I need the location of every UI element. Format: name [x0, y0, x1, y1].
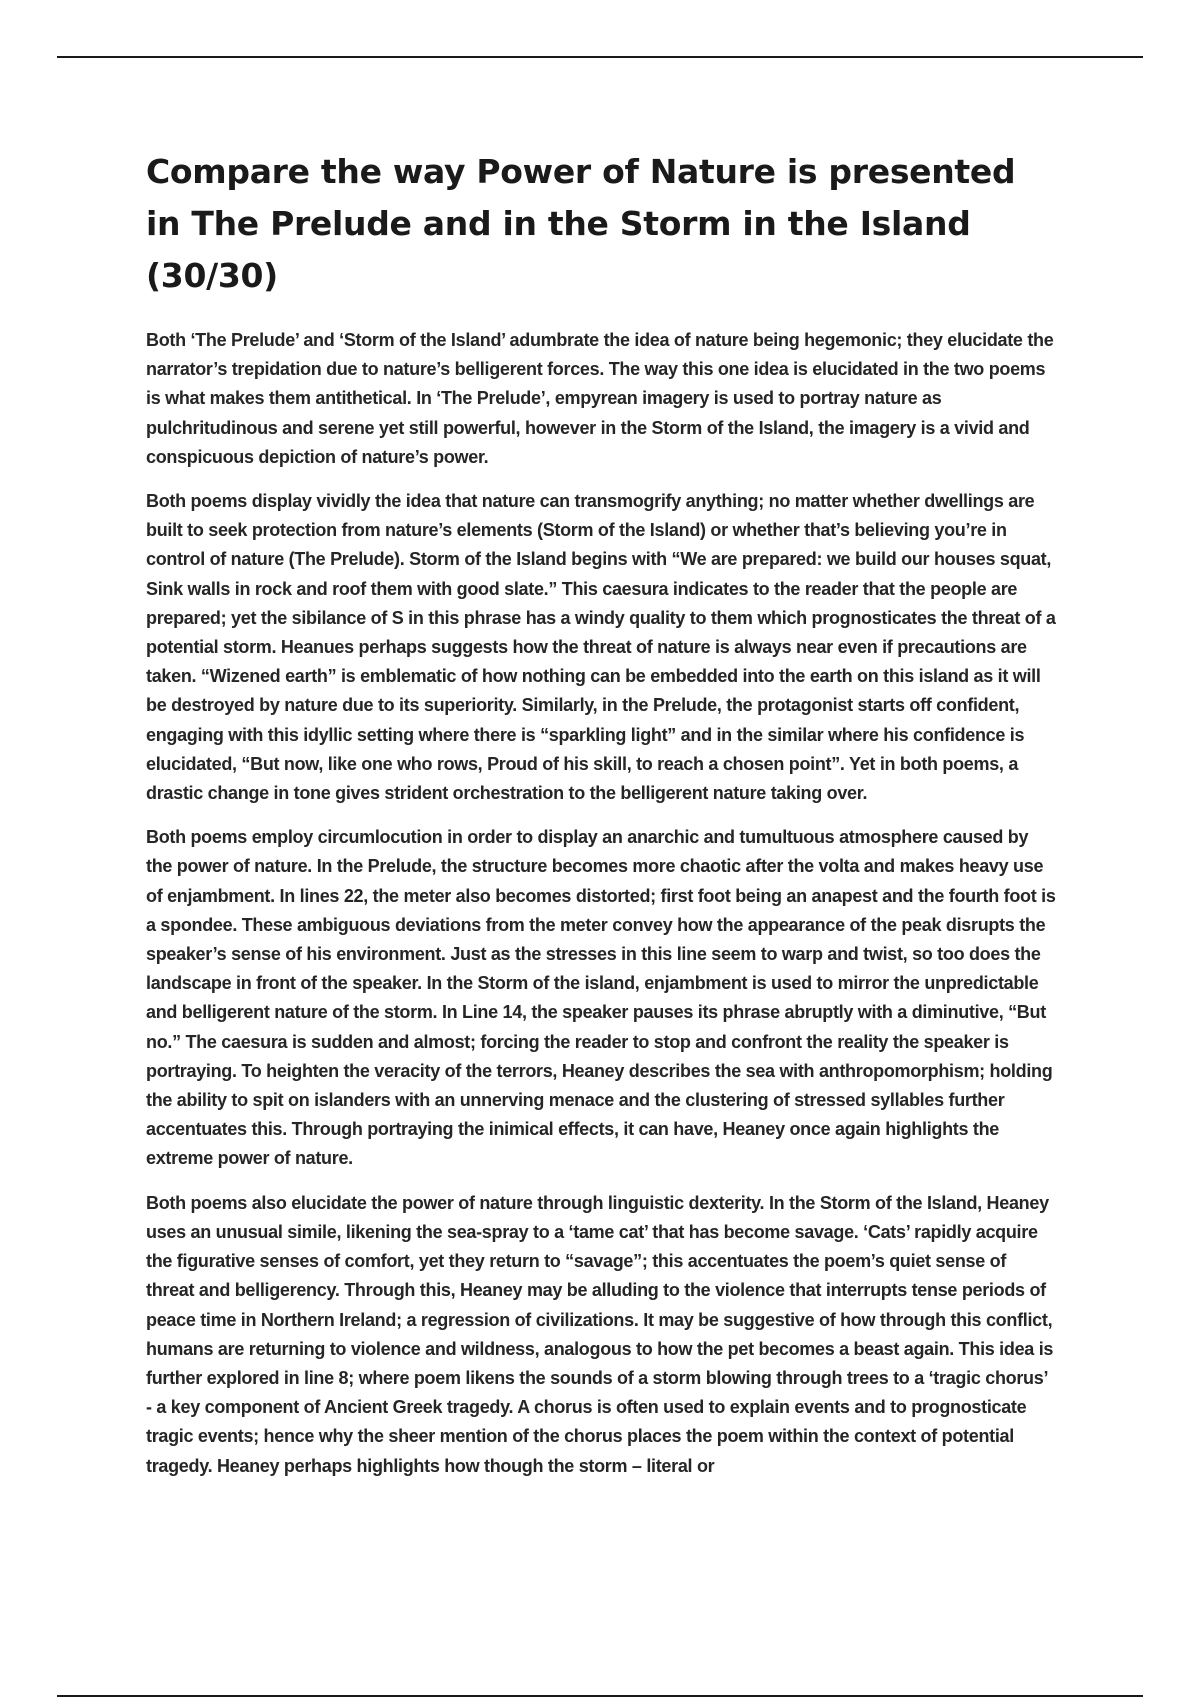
top-rule	[57, 56, 1143, 58]
paragraph-circumlocution: Both poems employ circumlocution in order to display an anarchic and tumultuous atmosphere caused by the power of nature. In the Prelude, the structure becomes more chaotic after the volta and makes heavy use of enjambment. In lines 22, the meter also becomes distorted; first foot being an anapest and the fourth foot is a spondee. These ambiguous deviations from the meter convey how the appearance of the peak disrupts the speaker’s sense of his environment. Just as the stresses in this line seem to warp and twist, so too does the landscape in front of the speaker. In the Storm of the island, enjambment is used to mirror the unpredictable and belligerent nature of the storm. In Line 14, the speaker pauses its phrase abruptly with a diminutive, “But no.” The caesura is sudden and almost; forcing the reader to stop and confront the reality the speaker is portraying. To heighten the veracity of the terrors, Heaney describes the sea with anthropomorphism; holding the ability to spit on islanders with an unnerving menace and the clustering of stressed syllables further accentuates this. Through portraying the inimical effects, it can have, Heaney once again highlights the extreme power of nature.	[146, 827, 1056, 1169]
paragraph-linguistic-dexterity: Both poems also elucidate the power of nature through linguistic dexterity. In the Storm of the Island, Heaney uses an unusual simile, likening the sea-spray to a ‘tame cat’ that has become savage. ‘Cats’ rapidly acquire the figurative senses of comfort, yet they return to “savage”; this accentuates the poem’s quiet sense of threat and belligerency. Through this, Heaney may be alluding to the violence that interrupts tense periods of peace time in Northern Ireland; a regression of civilizations. It may be suggestive of how through this conflict, humans are returning to violence and wildness, analogous to how the pet becomes a beast again. This idea is further explored in line 8; where poem likens the sounds of a storm blowing through trees to a ‘tragic chorus’ - a key component of Ancient Greek tragedy. A chorus is often used to explain events and to prognosticate tragic events; hence why the sheer mention of the chorus places the poem within the context of potential tragedy. Heaney perhaps highlights how though the storm – literal or	[146, 1192, 1054, 1476]
paragraph-transmogrify: Both poems display vividly the idea that nature can transmogrify anything; no matter whether dwellings are built to seek protection from nature’s elements (Storm of the Island) or whether that’s believing you’re in control of nature (The Prelude). Storm of the Island begins with “We are prepared: we build our houses squat, Sink walls in rock and roof them with good slate.” This caesura indicates to the reader that the people are prepared; yet the sibilance of S in this phrase has a windy quality to them which prognosticates the threat of a potential storm. Heanues perhaps suggests how the threat of nature is always near even if precautions are taken. “Wizened earth” is emblematic of how nothing can be embedded into the earth on this island as it will be destroyed by nature due to its superiority. Similarly, in the Prelude, the protagonist starts off confident, engaging with this idyllic setting where there is “sparkling light” and in the similar where his confidence is elucidated, “But now, like one who rows, Proud of his skill, to reach a chosen point”. Yet in both poems, a drastic change in tone gives strident orchestration to the belligerent nature taking over.	[146, 491, 1056, 804]
bottom-rule	[57, 1695, 1143, 1697]
paragraph-intro: Both ‘The Prelude’ and ‘Storm of the Island’ adumbrate the idea of nature being hegemonic; they elucidate the narrator’s trepidation due to nature’s belligerent forces. The way this one idea is elucidated in the two poems is what makes them antithetical. In ‘The Prelude’, empyrean imagery is used to portray nature as pulchritudinous and serene yet still powerful, however in the Storm of the Island, the imagery is a vivid and conspicuous depiction of nature’s power.	[146, 330, 1054, 467]
essay-title: Compare the way Power of Nature is presented in The Prelude and in the Storm in the Island (30/30)	[146, 152, 1016, 295]
document-body	[146, 146, 1056, 1496]
